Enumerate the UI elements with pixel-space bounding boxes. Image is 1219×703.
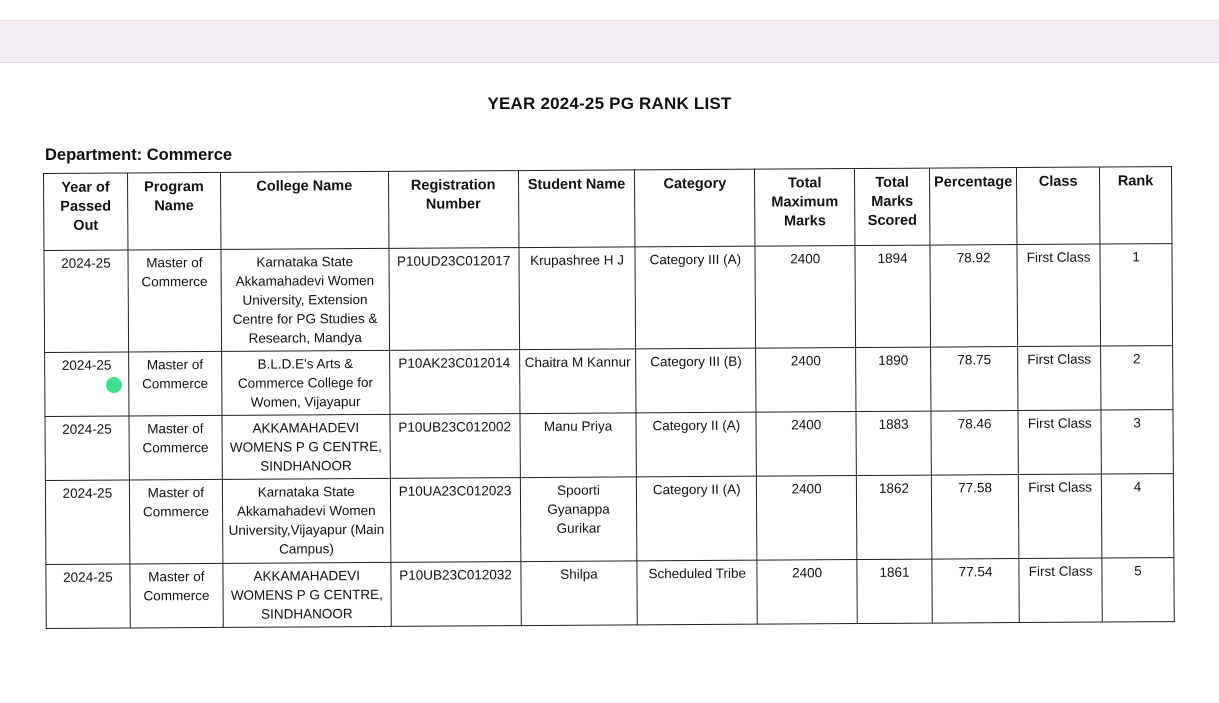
cell-program: Master of Commerce xyxy=(129,479,222,564)
cell-rank: 2 xyxy=(1101,346,1173,410)
cell-category: Category III (A) xyxy=(635,246,755,349)
cell-program: Master of Commerce xyxy=(128,249,222,352)
cell-student: Shilpa xyxy=(520,561,637,626)
cell-class: First Class xyxy=(1019,474,1102,559)
cell-reg: P10UD23C012017 xyxy=(389,248,520,351)
cell-percent: 77.58 xyxy=(931,475,1019,560)
page-title: YEAR 2024-25 PG RANK LIST xyxy=(487,94,732,113)
cell-category: Category II (A) xyxy=(636,412,756,477)
cell-college: B.L.D.E's Arts & Commerce College for Women, Vijayapur xyxy=(221,350,389,415)
cell-rank: 1 xyxy=(1100,244,1173,346)
table-row xyxy=(46,558,1174,629)
cell-college: AKKAMAHADEVI WOMENS P G CENTRE, SINDHANOOR xyxy=(223,562,391,627)
table-header-row xyxy=(44,167,1172,251)
cell-category: Scheduled Tribe xyxy=(637,560,757,625)
cell-student: Chaitra M Kannur xyxy=(519,349,636,414)
cell-rank: 4 xyxy=(1101,474,1173,558)
cell-rank: 3 xyxy=(1101,410,1173,474)
cell-class: First Class xyxy=(1017,244,1100,347)
cell-scored: 1862 xyxy=(856,475,931,559)
cell-percent: 78.46 xyxy=(931,411,1019,476)
cell-reg: P10UA23C012023 xyxy=(390,478,520,563)
rank-list-table xyxy=(43,166,1175,629)
cell-class: First Class xyxy=(1018,410,1101,475)
viewer-toolbar xyxy=(0,20,1219,63)
header-program: Program Name xyxy=(127,172,220,250)
cell-year: 2024-25 xyxy=(45,352,129,417)
cell-scored: 1890 xyxy=(856,347,931,411)
header-registration: Registration Number xyxy=(388,171,518,249)
header-college: College Name xyxy=(220,171,388,249)
department-label: Department: Commerce xyxy=(45,146,233,164)
cell-program: Master of Commerce xyxy=(130,563,223,628)
green-dot-marker xyxy=(106,377,122,393)
table-row xyxy=(45,410,1173,481)
cell-max: 2400 xyxy=(757,560,857,625)
cell-reg: P10AK23C012014 xyxy=(389,350,519,415)
cell-scored: 1883 xyxy=(856,411,931,475)
cell-college: AKKAMAHADEVI WOMENS P G CENTRE, SINDHANOOR xyxy=(222,414,390,479)
cell-year: 2024-25 xyxy=(46,564,130,629)
cell-max: 2400 xyxy=(755,246,856,349)
cell-student: Manu Priya xyxy=(520,413,637,478)
cell-percent: 78.92 xyxy=(930,245,1018,348)
header-max-marks: Total Maximum Marks xyxy=(755,169,855,247)
header-percentage: Percentage xyxy=(930,168,1018,246)
header-rank: Rank xyxy=(1100,167,1172,244)
cell-program: Master of Commerce xyxy=(129,415,222,480)
cell-reg: P10UB23C012002 xyxy=(390,414,520,479)
cell-college: Karnataka State Akkamahadevi Women University,Vijayapur (Main Campus) xyxy=(222,478,390,563)
cell-scored: 1894 xyxy=(855,245,931,347)
header-category: Category xyxy=(635,169,755,247)
cell-rank: 5 xyxy=(1102,558,1174,622)
cell-year: 2024-25 xyxy=(44,250,129,353)
cell-college: Karnataka State Akkamahadevi Women University, Extension Centre for PG Studies & Research, Mandya xyxy=(221,248,389,351)
header-student: Student Name xyxy=(518,170,635,248)
cell-year: 2024-25 xyxy=(45,480,129,565)
header-class: Class xyxy=(1017,167,1100,245)
cell-year: 2024-25 xyxy=(45,416,129,481)
header-year: Year of Passed Out xyxy=(44,173,128,251)
cell-max: 2400 xyxy=(756,412,856,477)
cell-class: First Class xyxy=(1019,558,1102,623)
table-row xyxy=(45,346,1173,417)
cell-percent: 78.75 xyxy=(931,347,1019,412)
cell-class: First Class xyxy=(1018,346,1101,411)
cell-max: 2400 xyxy=(756,348,856,413)
cell-category: Category II (A) xyxy=(637,476,757,561)
cell-max: 2400 xyxy=(757,476,857,561)
cell-student: Krupashree H J xyxy=(519,247,636,350)
cell-percent: 77.54 xyxy=(932,559,1020,624)
cell-scored: 1861 xyxy=(857,559,932,623)
cell-reg: P10UB23C012032 xyxy=(391,562,521,627)
table-row xyxy=(44,244,1173,353)
cell-student: Spoorti Gyanappa Gurikar xyxy=(520,477,637,562)
header-marks-scored: Total Marks Scored xyxy=(855,168,930,245)
cell-category: Category III (B) xyxy=(636,348,756,413)
table-row xyxy=(45,474,1173,565)
cell-program: Master of Commerce xyxy=(128,351,221,416)
